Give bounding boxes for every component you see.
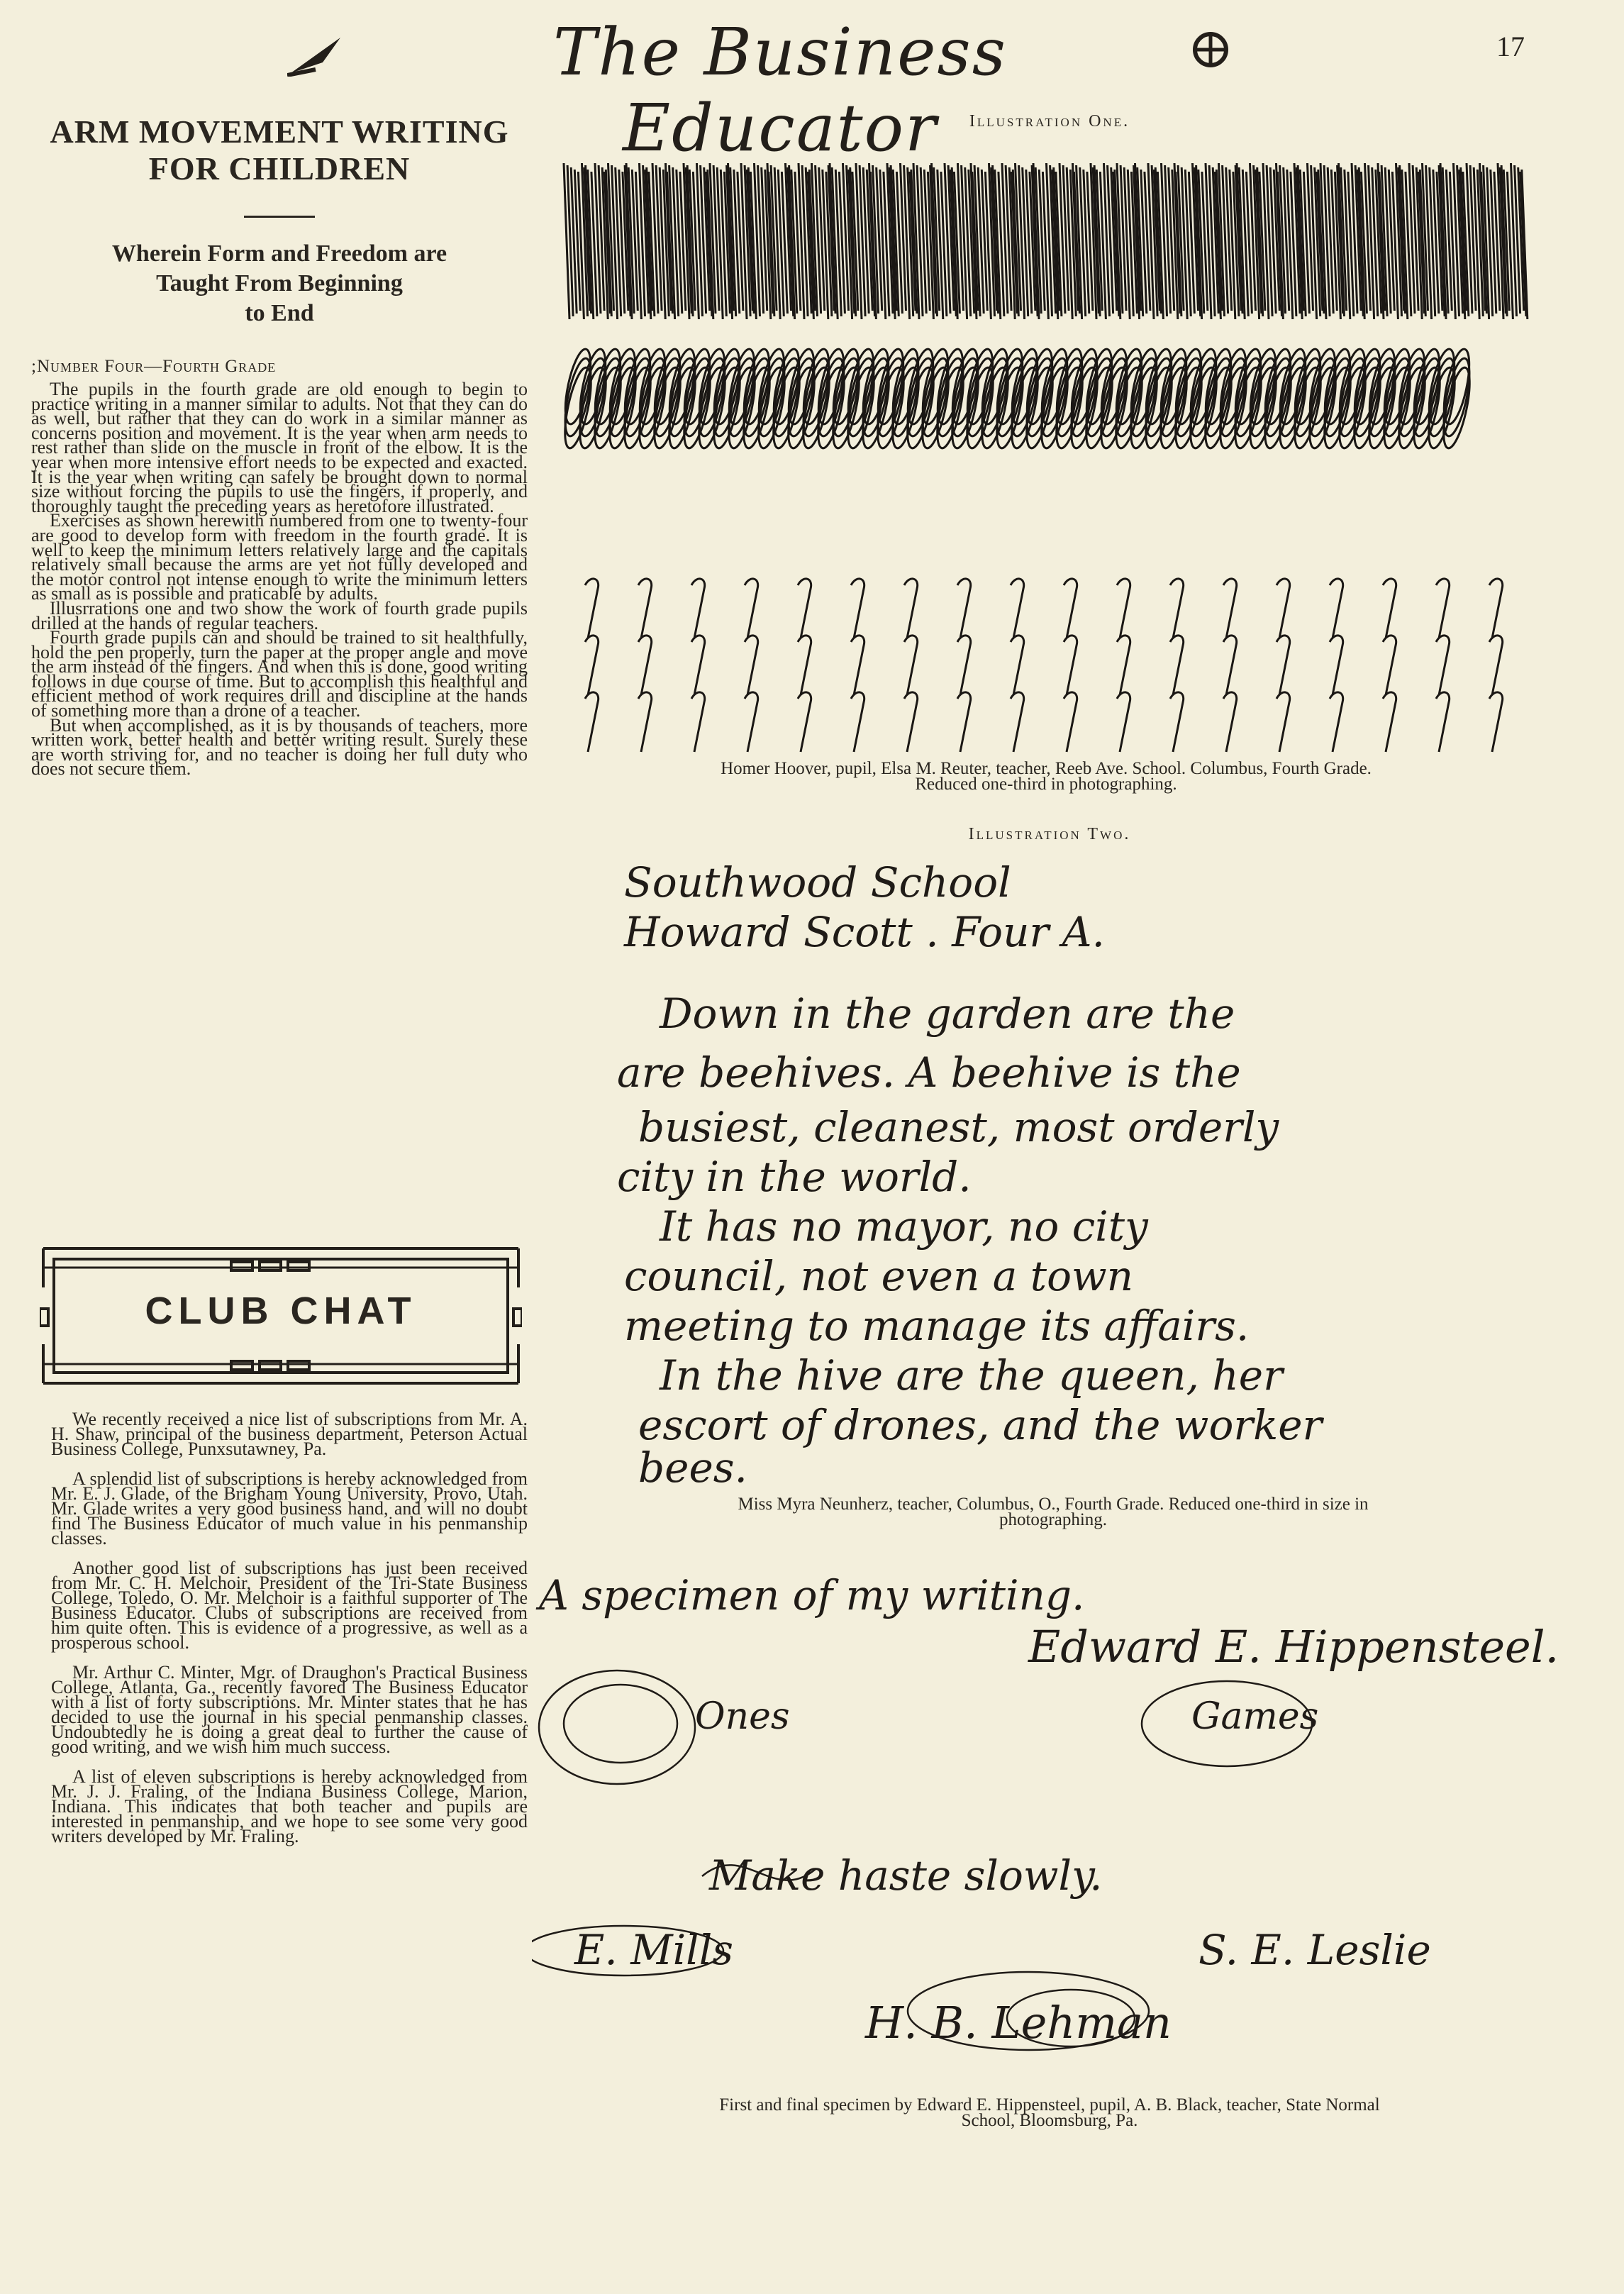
article-column <box>31 113 528 780</box>
illustration-one-label: Illustration One. <box>969 112 1130 131</box>
script-line: Southwood School <box>624 858 1011 907</box>
script-line: meeting to manage its affairs. <box>624 1302 1250 1350</box>
drill-hook <box>745 579 758 638</box>
club-paragraph: Mr. Arthur C. Minter, Mgr. of Draughon's Practical Business College, Atlanta, Ga., recently favored The Business Educator with a list of forty subscriptions. Mr. Minter states that he has decided to use the journal in his special penmanship classes. Undoubtedly he is doing a great deal to further the cause of good writing, and we wish him much success. <box>51 1662 528 1757</box>
subhead-line-2: Taught From Beginning <box>156 270 403 297</box>
drill-hook <box>1223 579 1237 638</box>
headline-rule <box>244 216 315 218</box>
script-line: escort of drones, and the worker <box>638 1401 1323 1449</box>
club-paragraph: A list of eleven subscriptions is hereby acknowledged from Mr. J. J. Fraling, of the Indiana Business College, Marion, Indiana. This indicates that both teacher and pupils are interested in penmanship, and we hope to see some very good writers developed by Mr. Fraling. <box>51 1766 528 1846</box>
drill-hook <box>957 579 971 638</box>
drill-hook <box>638 636 652 695</box>
drill-hook <box>1436 636 1450 695</box>
caption-line: Reduced one-third in photographing. <box>915 775 1177 794</box>
caption-line: Homer Hoover, pupil, Elsa M. Reuter, teacher, Reeb Ave. School. Columbus, Fourth Grade. <box>721 759 1372 778</box>
drill-hook <box>798 692 811 752</box>
subhead-line-3: to End <box>245 300 314 326</box>
club-chat-column <box>51 1409 528 1858</box>
article-paragraph: Illusrrations one and two show the work of fourth grade pupils drilled at the hands of regular teachers. <box>31 597 528 633</box>
script-line: are beehives. A beehive is the <box>617 1048 1241 1097</box>
drill-hook <box>851 636 864 695</box>
article-paragraph: Fourth grade pupils can and should be trained to sit healthfully, hold the pen properly, turn the paper at the proper angle and move the arm instead of the fingers. And when this is done, good writing follows in due course of time. But to accomplish this healthful and efficient method of work requires drill and discipline at the hands of something more than a drone of a teacher. <box>31 627 528 721</box>
caption-line: photographing. <box>999 1510 1108 1529</box>
drill-hook <box>1277 692 1290 752</box>
drill-hook <box>851 692 864 752</box>
drill-hook <box>904 692 918 752</box>
article-paragraph: But when accomplished, as it is by thousands of teachers, more written work, better health and better writing result. Surely these are worth striving for, and no teacher is doing her full duty who does not secure them. <box>31 714 528 780</box>
drill-hook <box>585 579 599 638</box>
article-subhead <box>31 239 528 328</box>
drill-hook <box>1436 579 1450 638</box>
illustration-one-drills <box>557 142 1535 766</box>
drill-hook <box>691 579 705 638</box>
specimen-line: H. B. Lehman <box>865 1997 1172 2049</box>
specimen-caption <box>560 2095 1539 2130</box>
drill-hook <box>1383 692 1396 752</box>
drill-hook <box>1277 579 1290 638</box>
emblem-icon <box>1186 28 1235 71</box>
drill-hook <box>904 579 918 638</box>
drill-hook <box>1011 692 1024 752</box>
drill-hook <box>1117 692 1130 752</box>
subhead-line-1: Wherein Form and Freedom are <box>111 240 447 267</box>
drill-hook <box>1170 692 1184 752</box>
script-line: It has no mayor, no city <box>660 1202 1148 1251</box>
drill-hook <box>957 636 971 695</box>
headline-line-2: FOR CHILDREN <box>148 150 411 187</box>
drill-hook <box>1277 636 1290 695</box>
drill-hook <box>1436 692 1450 752</box>
script-line: In the hive are the queen, her <box>660 1351 1283 1400</box>
drill-hook <box>1330 692 1343 752</box>
drill-hook <box>745 636 758 695</box>
drill-hook <box>585 636 599 695</box>
script-line: Howard Scott . Four A. <box>624 908 1105 956</box>
drill-hook <box>1489 579 1503 638</box>
drill-hook <box>638 579 652 638</box>
script-line: Down in the garden are the <box>660 990 1235 1038</box>
drill-hook <box>1170 579 1184 638</box>
section-label: ;Number Four—Fourth Grade <box>31 357 277 376</box>
masthead-title: The Business Educator <box>553 14 1007 166</box>
drill-hook <box>904 636 918 695</box>
drill-hook <box>798 636 811 695</box>
club-paragraph: Another good list of subscriptions has just been received from Mr. C. H. Melchoir, President of the Tri-State Business College, Toledo, O. Mr. Melchoir is a faithful supporter of The Business Educator. Clubs of subscriptions are received from him quite often. This is evidence of a progressive, as well as a prosperous school. <box>51 1558 528 1653</box>
drill-hook <box>1064 692 1077 752</box>
drill-hook <box>1489 692 1503 752</box>
specimen-line: Ones <box>695 1695 790 1738</box>
illustration-one-caption <box>567 761 1525 792</box>
caption-line: School, Bloomsburg, Pa. <box>961 2111 1138 2130</box>
drill-hook <box>1489 636 1503 695</box>
specimen-signature: Edward E. Hippensteel. <box>1028 1621 1559 1673</box>
illustration-two-script <box>617 858 1539 1492</box>
drill-hook <box>1064 579 1077 638</box>
drill-hook <box>691 636 705 695</box>
drill-hook <box>1330 579 1343 638</box>
drill-hook <box>585 692 599 752</box>
club-chat-banner <box>40 1245 522 1387</box>
drill-hook <box>851 579 864 638</box>
drill-hook <box>1383 636 1396 695</box>
illustration-two-label: Illustration Two. <box>968 825 1131 843</box>
article-headline <box>31 113 528 187</box>
article-paragraph: Exercises as shown herewith numbered from one to twenty-four are good to develop form with freedom in the fourth grade. It is well to keep the minimum letters relatively large and the capitals relatively small because the arms are yet not fully developed and the motor control not intense enough to write the minimum letters as small as is possible and praticable by adults. <box>31 510 528 604</box>
caption-line: First and final specimen by Edward E. Hippensteel, pupil, A. B. Black, teacher, State Normal <box>719 2095 1380 2115</box>
specimen-line: A specimen of my writing. <box>539 1571 1085 1619</box>
drill-hook <box>957 692 971 752</box>
specimen-line: Games <box>1191 1695 1319 1738</box>
script-line: city in the world. <box>617 1153 972 1201</box>
club-chat-title: CLUB CHAT <box>145 1290 417 1332</box>
script-line: busiest, cleanest, most orderly <box>638 1103 1279 1151</box>
specimen-line: S. E. Leslie <box>1198 1926 1431 1974</box>
club-paragraph: A splendid list of subscriptions is hereby acknowledged from Mr. E. J. Glade, of the Brigham Young University, Provo, Utah. Mr. Glade writes a very good business hand, and will no doubt find The Business Educator of much value in his penmanship classes. <box>51 1468 528 1548</box>
drill-hook <box>691 692 705 752</box>
script-line: council, not even a town <box>624 1252 1134 1300</box>
specimen-line: Make haste slowly. <box>709 1851 1103 1900</box>
drill-hook <box>1223 636 1237 695</box>
drill-hook <box>1117 579 1130 638</box>
drill-hook <box>1383 579 1396 638</box>
headline-line-1: ARM MOVEMENT WRITING <box>50 113 509 150</box>
drill-hook <box>1011 579 1024 638</box>
drill-hook <box>638 692 652 752</box>
drill-hook <box>1223 692 1237 752</box>
club-paragraph: We recently received a nice list of subscriptions from Mr. A. H. Shaw, principal of the business department, Peterson Actual Business College, Punxsutawney, Pa. <box>51 1409 528 1459</box>
drill-hook <box>1117 636 1130 695</box>
illustration-two-caption <box>582 1497 1525 1528</box>
drill-hook <box>745 692 758 752</box>
caption-line: Miss Myra Neunherz, teacher, Columbus, O., Fourth Grade. Reduced one-third in size in <box>738 1495 1369 1514</box>
article-paragraph: The pupils in the fourth grade are old enough to begin to practice writing in a manner similar to adults. Not that they can do as well, but rather that they can do work in a similar manner as concerns position and movement. It is the year when arm needs to rest rather than slide on the muscle in front of the elbow. It is the year when more intensive effort needs to be expected and exacted. It is the year when writing can safely be brought down to normal size without forcing the pupils to use the fingers, if properly, and thoroughly taught the preceding years as heretofore illustrated. <box>31 379 528 516</box>
penmanship-specimen <box>532 1571 1559 2082</box>
script-line: bees. <box>638 1444 747 1492</box>
quill-icon <box>287 34 344 77</box>
drill-hook <box>1011 636 1024 695</box>
drill-hook <box>1170 636 1184 695</box>
drill-hook <box>1064 636 1077 695</box>
specimen-line: E. Mills <box>574 1926 734 1974</box>
drill-hook <box>1330 636 1343 695</box>
page-number: 17 <box>1496 31 1525 62</box>
drill-hook <box>798 579 811 638</box>
